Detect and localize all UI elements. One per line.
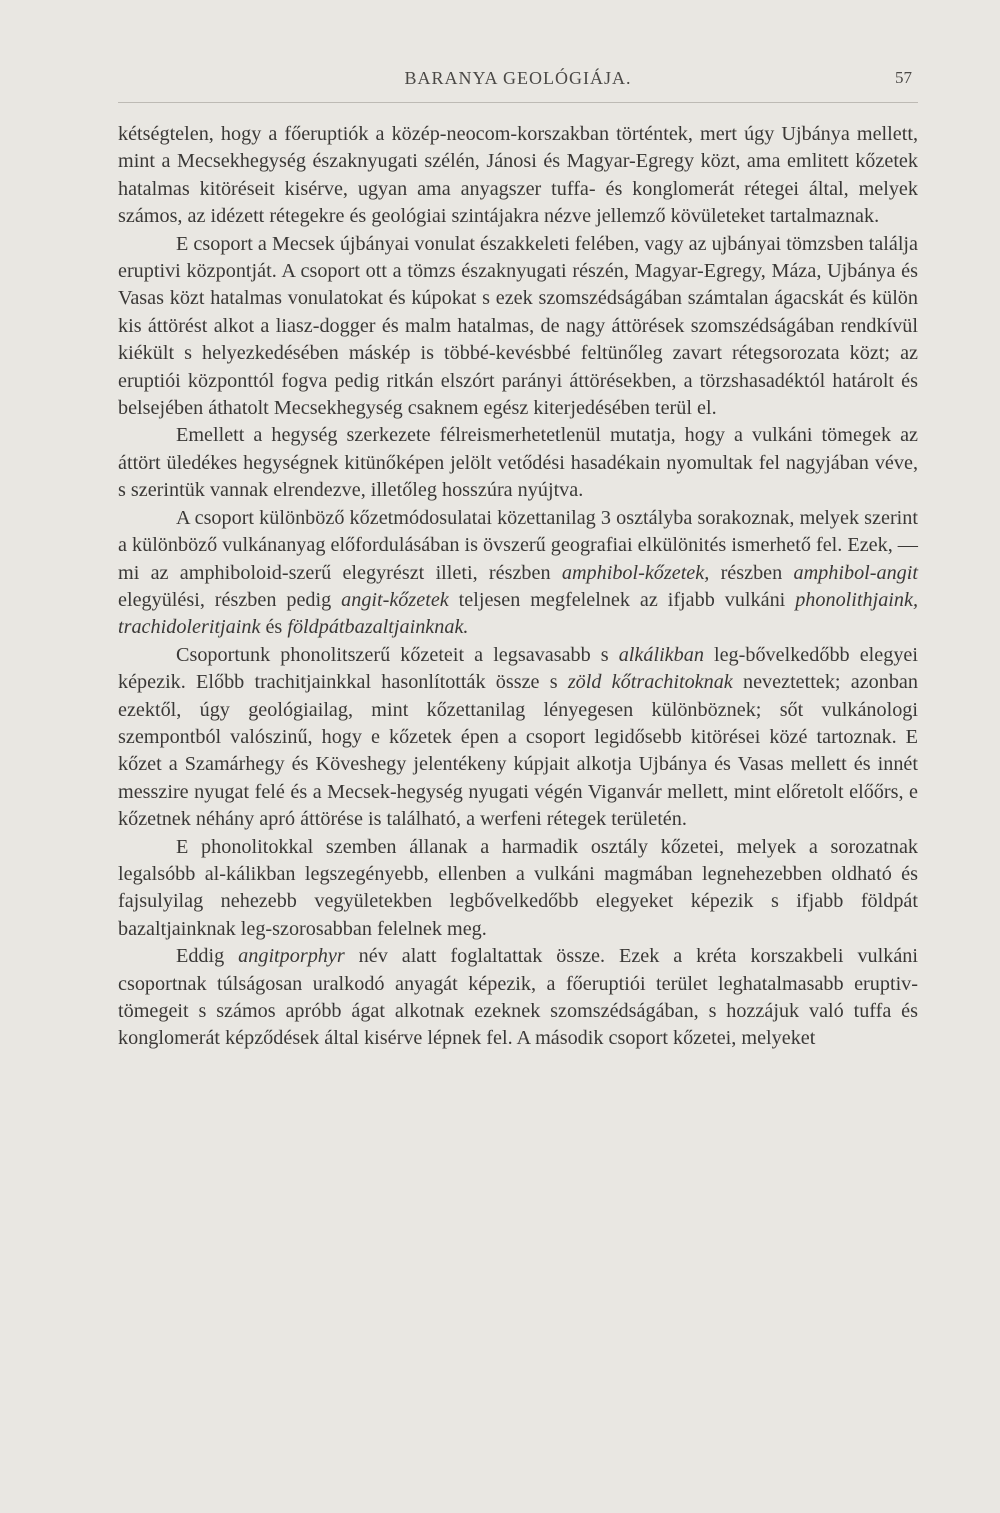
text-run: neveztettek; azonban ezektől, úgy geológiailag, mint kőzettanilag lényegesen különböznek; sőt vulkánologi szempontból valószinű, hogy e kőzetek épen a csoport legidősebb kitörései közé tartoznak. E kőzet a Szamárhegy és Köveshegy jelentékeny kúpjait alkotja Ujbánya és Vasas mellett és innét messzire nyugat felé és a Mecsek-hegység nyugati végén Viganvár mellett, mint előretolt előőrs, e kőzetnek néhány apró áttörése is található, a werfeni rétegek területén. xyxy=(118,671,918,831)
text-run: kétségtelen, hogy a főeruptiók a közép-neocom-korszakban történtek, mert úgy Ujbánya mellett, mint a Mecsekhegység északnyugati szélén, Jánosi és Magyar-Egregy közt, ama emlitett kőzetek hatalmas kitöréseit kisérve, ugyan ama anyagszer tuffa- és konglomerát rétegei által, melyek számos, az idézett rétegekre és geológiai szintájakra nézve jellemző kövületeket tartalmaznak. xyxy=(118,123,918,228)
italic-term: zöld kőtrachitoknak xyxy=(567,671,733,694)
italic-term: alkálikban xyxy=(618,643,704,666)
italic-term: angitporphyr xyxy=(238,945,345,968)
paragraph xyxy=(118,642,918,834)
text-run: elegyülési, részben pedig xyxy=(118,588,342,611)
italic-term: angit-kőzetek xyxy=(341,588,449,611)
paragraph xyxy=(118,834,918,944)
text-run: és xyxy=(260,616,288,639)
italic-term: phonolithjaink, trachidoleritjaink xyxy=(118,588,919,639)
text-run: E phonolitokkal szemben állanak a harmadik osztály kőzetei, melyek a sorozatnak legalsóbb al-kálikban legszegényebb, ellenben a vulkáni magmában legnehezebben oldható és fajsulyilag nehezebb vegyületekben legbővelkedőbb elegyeket képezik s ifjabb földpát bazaltjainknak leg-szorosabban felelnek meg. xyxy=(118,835,918,940)
text-run: Emellett a hegység szerkezete félreismerhetetlenül mutatja, hogy a vulkáni tömegek az áttört üledékes hegységnek kitünőképen jelölt vetődési hasadékain nyomultak fel nagyjában véve, s szerintük vannak elrendezve, illetőleg hosszúra nyújtva. xyxy=(118,424,918,502)
text-run: Csoportunk phonolitszerű kőzeteit a legsavasabb s xyxy=(176,643,619,666)
text-run: teljesen megfelelnek az ifjabb vulkáni xyxy=(448,588,796,611)
paragraph xyxy=(118,422,918,504)
running-head xyxy=(118,62,918,103)
paragraph xyxy=(118,943,918,1053)
paragraph xyxy=(118,505,918,642)
text-run: részben xyxy=(709,561,794,584)
body-text xyxy=(118,121,918,1053)
page-number: 57 xyxy=(895,68,912,87)
text-run: E csoport a Mecsek újbányai vonulat északkeleti felében, vagy az ujbányai tömzsben találja eruptivi központját. A csoport ott a tömzs északnyugati részén, Magyar-Egregy, Máza, Ujbánya és Vasas közt hatalmas vonulatokat és kúpokat s ezek szomszédságában számtalan ágacskát és külön kis áttörést alkot a liasz-dogger és malm hatalmas, de nagy áttörések szomszédságában rendkívül kiékült s helyezkedésében máskép is többé-kevésbbé feltünőleg zavart rétegsorozata közt; az eruptiói központtól fogva pedig ritkán elszórt parányi áttörésekben, a törzshasadéktól határolt és belsejében áthatolt Mecsekhegység csaknem egész kiterjedésében terül el. xyxy=(118,232,918,420)
text-run: A csoport különböző kőzetmódosulatai közettanilag 3 osztályba sorakoznak, melyek szerint a különböző vulkánanyag előfordulásában is övszerű geografiai elkülönités ismerhető fel. Ezek, — mi az amphiboloid-szerű elegyrészt illeti, részben xyxy=(118,506,918,584)
italic-term: amphibol-angit xyxy=(793,561,918,584)
text-run: név alatt foglaltattak össze. Ezek a kréta korszakbeli vulkáni csoportnak túlságosan uralkodó anyagát képezik, a főeruptiói terület leghatalmasabb eruptiv-tömegeit s számos apróbb ágat alkotnak ezeknek szomszédságában, s hozzájuk való tuffa és konglomerát képződések által kisérve lépnek fel. A második csoport kőzetei, melyeket xyxy=(118,945,918,1050)
paragraph xyxy=(118,121,918,231)
paragraph xyxy=(118,231,918,423)
italic-term: földpátbazaltjainknak. xyxy=(287,616,469,639)
book-page xyxy=(118,62,918,1053)
running-title: BARANYA GEOLÓGIÁJA. xyxy=(404,68,632,88)
text-run: leg-bővelkedőbb elegyei képezik. Előbb trachitjainkkal hasonlították össze s xyxy=(118,643,918,694)
italic-term: amphibol-kőzetek, xyxy=(561,561,710,584)
text-run: Eddig xyxy=(176,945,239,968)
